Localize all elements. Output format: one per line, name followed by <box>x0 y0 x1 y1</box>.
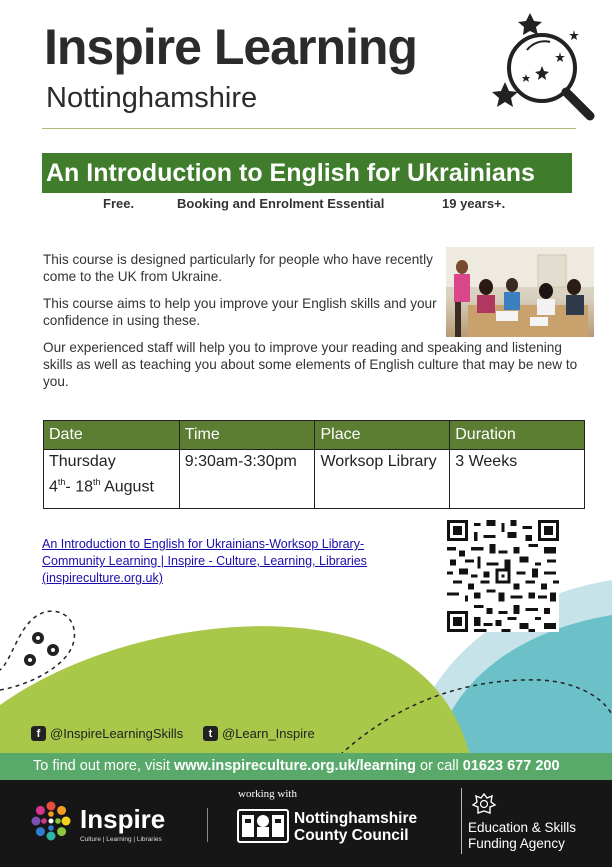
date-day: Thursday <box>49 453 116 470</box>
intro-paragraph-2: This course aims to help you improve your English skills and your confidence in using these. <box>43 296 437 328</box>
council-name-line1: Nottinghamshire <box>294 810 418 827</box>
duration-cell: 3 Weeks <box>450 450 585 509</box>
qr-code[interactable] <box>447 520 559 632</box>
footer-divider <box>207 808 208 842</box>
magnifier-stars-icon <box>490 10 600 125</box>
contact-phone: 01623 677 200 <box>462 758 560 774</box>
place-cell: Worksop Library <box>315 450 450 509</box>
date-cell <box>44 450 180 509</box>
agency-name-line1: Education & Skills <box>468 820 577 835</box>
agency-name <box>468 820 576 852</box>
intro-paragraph-1: This course is designed particularly for people who have recently come to the UK from Ukraine. <box>43 252 433 284</box>
facebook-handle[interactable] <box>31 726 183 741</box>
contact-bar <box>0 753 612 780</box>
table-header-place: Place <box>315 421 450 450</box>
table-header-row <box>44 421 585 450</box>
inspire-flower-logo-icon <box>28 798 74 844</box>
table-header-time: Time <box>179 421 315 450</box>
twitter-handle[interactable] <box>203 726 315 741</box>
booking-text: Booking and Enrolment Essential <box>177 196 385 211</box>
classroom-photo <box>446 247 594 337</box>
contact-prefix: To find out more, visit <box>33 758 175 774</box>
twitter-handle-text: @Learn_Inspire <box>222 726 315 741</box>
price-text: Free. <box>103 196 135 211</box>
royal-crest-icon <box>471 792 497 816</box>
course-title: An Introduction to English for Ukrainians <box>42 153 572 193</box>
table-header-date: Date <box>44 421 180 450</box>
intro-paragraph-3: Our experienced staff will help you to improve your reading and speaking and listening skills as well as teaching you about some elements of English culture that may be new to you. <box>43 340 578 389</box>
date-month: August <box>100 478 154 496</box>
brand-title: Inspire Learning <box>44 19 417 75</box>
brand-subtitle: Nottinghamshire <box>46 82 258 114</box>
date-start-suffix: th <box>57 477 66 487</box>
footer <box>0 780 612 867</box>
header-divider <box>42 128 576 129</box>
course-web-link[interactable]: An Introduction to English for Ukrainians-Worksop Library-Community Learning | Inspire - Culture, Learning, Libraries (inspireculture.org.uk) <box>42 537 367 585</box>
time-cell: 9:30am-3:30pm <box>179 450 315 509</box>
footer-divider-2 <box>461 788 462 854</box>
facebook-handle-text: @InspireLearningSkills <box>50 726 184 741</box>
facebook-icon: f <box>31 726 46 741</box>
council-name-line2: County Council <box>294 827 409 844</box>
council-name <box>294 810 417 844</box>
course-schedule-table <box>43 420 585 509</box>
council-crest-icon <box>237 809 289 843</box>
date-end: - 18 <box>65 478 93 496</box>
inspire-logo-text: Inspire <box>80 804 166 834</box>
contact-url[interactable]: www.inspireculture.org.uk/learning <box>174 758 417 774</box>
inspire-tagline: Culture | Learning | Libraries <box>80 836 162 843</box>
table-row <box>44 450 585 509</box>
working-with-text: working with <box>238 788 297 800</box>
contact-middle: or call <box>416 758 463 774</box>
age-text: 19 years+. <box>442 196 506 211</box>
agency-name-line2: Funding Agency <box>468 836 565 851</box>
table-header-duration: Duration <box>450 421 585 450</box>
date-start: 4 <box>49 478 58 496</box>
twitter-icon: t <box>203 726 218 741</box>
date-end-suffix: th <box>93 477 101 487</box>
